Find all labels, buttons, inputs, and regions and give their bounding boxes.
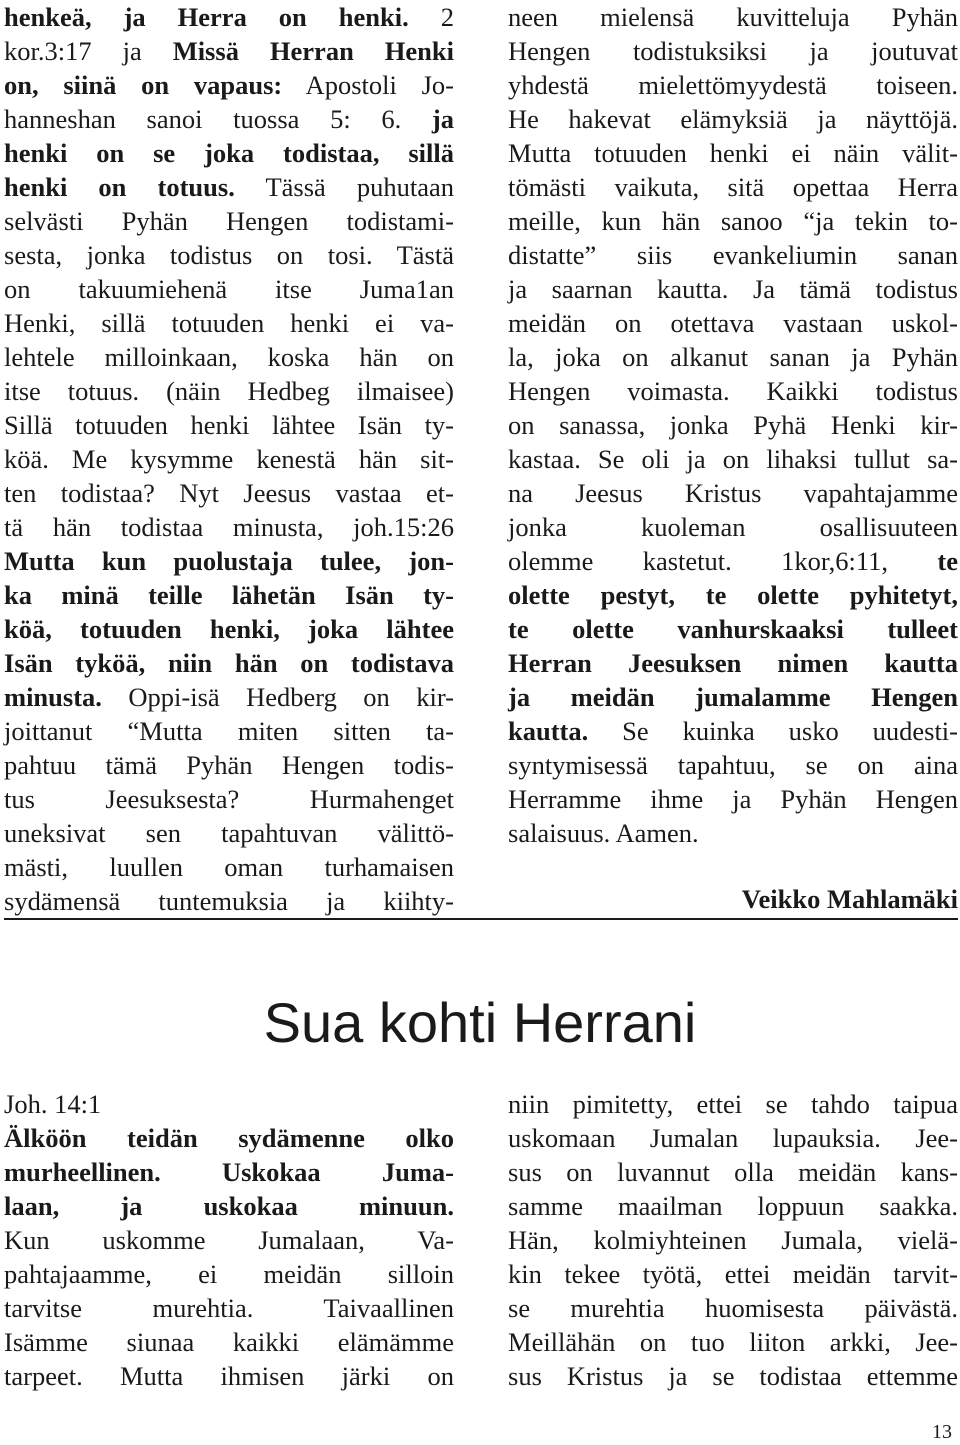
text-line [508, 748, 958, 782]
text-line [4, 1291, 454, 1325]
text-run: Hengen todistuksiksi ja joutuvat [508, 36, 958, 66]
text-run: Hän, kolmiyhteinen Jumala, vielä- [508, 1225, 958, 1255]
text-run: ten todistaa? Nyt Jeesus vastaa et- [4, 478, 454, 508]
text-line [4, 680, 454, 714]
text-line [4, 102, 454, 136]
text-run: selvästi Pyhän Hengen todistami- [4, 206, 454, 236]
text-run: on sanassa, jonka Pyhä Henki kir- [508, 410, 958, 440]
bold-text-run: murheellinen. Uskokaa Juma- [4, 1157, 454, 1187]
text-run: kor.3:17 ja [4, 36, 173, 66]
text-run: Isämme siunaa kaikki elämämme [4, 1327, 454, 1357]
text-line [4, 1121, 454, 1155]
bold-text-run: te olette vanhurskaaksi tulleet [508, 614, 958, 644]
text-line [4, 170, 454, 204]
text-run: Sillä totuuden henki lähtee Isän ty- [4, 410, 454, 440]
text-line [4, 748, 454, 782]
text-run: tä hän todistaa minusta, joh.15:26 [4, 512, 454, 542]
bold-text-run: henki on se joka todistaa, sillä [4, 138, 454, 168]
text-run: tömästi vaikuta, sitä opettaa Herra [508, 172, 958, 202]
article1-signature: Veikko Mahlamäki [741, 884, 958, 914]
text-line [508, 442, 958, 476]
text-line [4, 1325, 454, 1359]
text-line [4, 476, 454, 510]
bold-text-run: kautta. [508, 716, 589, 746]
text-run: na Jeesus Kristus vapahtajamme [508, 478, 958, 508]
text-line [4, 408, 454, 442]
text-line [4, 714, 454, 748]
text-line [4, 1257, 454, 1291]
text-line [508, 306, 958, 340]
text-run: yhdestä mielettömyydestä toiseen. [508, 70, 958, 100]
text-run: neen mielensä kuvitteluja Pyhän [508, 2, 958, 32]
text-line [508, 544, 958, 578]
text-line [4, 340, 454, 374]
bold-text-run: minusta. [4, 682, 102, 712]
text-line [4, 1223, 454, 1257]
text-line [508, 170, 958, 204]
bold-text-run: Herran Jeesuksen nimen kautta [508, 648, 958, 678]
text-line [508, 204, 958, 238]
text-line [508, 374, 958, 408]
bold-text-run: olette pestyt, te olette pyhitetyt, [508, 580, 958, 610]
text-line [508, 102, 958, 136]
text-line [4, 1155, 454, 1189]
bold-text-run: ka minä teille lähetän Isän ty- [4, 580, 454, 610]
text-line [4, 136, 454, 170]
text-run: hanneshan sanoi tuossa 5: 6. [4, 104, 432, 134]
bold-text-run: henki on totuus. [4, 172, 235, 202]
text-run: Se kuinka usko uudesti- [588, 716, 958, 746]
text-line [508, 136, 958, 170]
text-line [4, 510, 454, 544]
text-run: la, joka on alkanut sanan ja Pyhän [508, 342, 958, 372]
text-line [4, 578, 454, 612]
text-run: uskomaan Jumalan lupauksia. Jee- [508, 1123, 958, 1153]
text-line [4, 884, 454, 918]
text-run: salaisuus. Aamen. [508, 818, 699, 848]
text-run: meidän on otettava vastaan uskol- [508, 308, 958, 338]
text-run: sesta, jonka todistus on tosi. Tästä [4, 240, 454, 270]
text-line [4, 238, 454, 272]
text-run: lehtele milloinkaan, koska hän on [4, 342, 454, 372]
text-run: syntymisessä tapahtuu, se on aina [508, 750, 958, 780]
bold-text-run: on, siinä on vapaus: [4, 70, 283, 100]
text-run: olemme kastetut. 1kor,6:11, [508, 546, 938, 576]
text-line [508, 1223, 958, 1257]
text-line [4, 850, 454, 884]
text-run: mästi, luullen oman turhamaisen [4, 852, 454, 882]
text-run: Tässä puhutaan [234, 172, 455, 202]
text-run: jonka kuoleman osallisuuteen [508, 512, 958, 542]
text-line [4, 1087, 454, 1121]
text-line [4, 782, 454, 816]
text-run: tarvitse murehtia. Taivaallinen [4, 1293, 454, 1323]
text-line [4, 612, 454, 646]
article1-column-left [4, 0, 454, 918]
text-run: Mutta totuuden henki ei näin välit- [508, 138, 958, 168]
text-line [508, 476, 958, 510]
text-line [4, 442, 454, 476]
text-line [4, 272, 454, 306]
text-run: on takuumiehenä itse Juma1an [4, 274, 454, 304]
text-line [508, 408, 958, 442]
bold-text-run: köä, totuuden henki, joka lähtee [4, 614, 454, 644]
text-run: niin pimitetty, ettei se tahdo taipua [508, 1089, 958, 1119]
bold-text-run: te [937, 546, 958, 576]
text-run: 2 [408, 2, 455, 32]
text-line [508, 0, 958, 34]
text-run: Kun uskomme Jumalaan, Va- [4, 1225, 454, 1255]
text-line [4, 34, 454, 68]
bold-text-run: henkeä, ja Herra on henki. [4, 2, 409, 32]
text-run: itse totuus. (näin Hedbeg ilmaisee) [4, 376, 454, 406]
text-run: joittanut “Mutta miten sitten ta- [4, 716, 454, 746]
text-run: He hakevat elämyksiä ja näyttöjä. [508, 104, 958, 134]
bold-text-run: laan, ja uskokaa minuun. [4, 1191, 454, 1221]
text-line [508, 68, 958, 102]
text-line [4, 1359, 454, 1393]
text-run: sus Kristus ja se todistaa ettemme [508, 1361, 958, 1391]
text-run: tus Jeesuksesta? Hurmahenget [4, 784, 454, 814]
text-line [4, 1189, 454, 1223]
text-run: meille, kun hän sanoo “ja tekin to- [508, 206, 958, 236]
text-line [508, 238, 958, 272]
text-line [508, 816, 958, 850]
text-run: sus on luvannut olla meidän kans- [508, 1157, 958, 1187]
bold-text-run: ja meidän jumalamme Hengen [508, 682, 958, 712]
text-run: Henki, sillä totuuden henki ei va- [4, 308, 454, 338]
text-line [508, 612, 958, 646]
page-number: 13 [932, 1421, 952, 1443]
text-run: Hengen voimasta. Kaikki todistus [508, 376, 958, 406]
text-run: tarpeet. Mutta ihmisen järki on [4, 1361, 454, 1391]
text-run: samme maailman loppuun saakka. [508, 1191, 958, 1221]
bold-text-run: Isän tyköä, niin hän on todistava [4, 648, 454, 678]
text-run: Herramme ihme ja Pyhän Hengen [508, 784, 958, 814]
bold-text-run: Mutta kun puolustaja tulee, jon- [4, 546, 454, 576]
text-line [508, 1291, 958, 1325]
article2-title: Sua kohti Herrani [263, 991, 697, 1054]
text-line [4, 374, 454, 408]
bold-text-run: Älköön teidän sydämenne olko [4, 1123, 454, 1153]
text-line [4, 0, 454, 34]
text-line [508, 34, 958, 68]
text-line [508, 1155, 958, 1189]
text-run: uneksivat sen tapahtuvan välittö- [4, 818, 454, 848]
text-line [508, 714, 958, 748]
text-run: Meillähän on tuo liiton arkki, Jee- [508, 1327, 958, 1357]
text-line [508, 272, 958, 306]
text-line [508, 578, 958, 612]
section-divider [4, 918, 958, 920]
text-run: ja saarnan kautta. Ja tämä todistus [508, 274, 958, 304]
text-line [4, 68, 454, 102]
article2-column-right [508, 1087, 958, 1393]
text-run: pahtajaamme, ei meidän silloin [4, 1259, 454, 1289]
text-run: Oppi-isä Hedberg on kir- [101, 682, 454, 712]
article2-column-left [4, 1087, 454, 1393]
text-line [508, 510, 958, 544]
text-line [4, 306, 454, 340]
text-line [508, 1189, 958, 1223]
text-line [4, 646, 454, 680]
text-line [4, 204, 454, 238]
text-run: Apostoli Jo- [282, 70, 454, 100]
text-line [508, 1121, 958, 1155]
text-run: Joh. 14:1 [4, 1089, 102, 1119]
text-line [508, 680, 958, 714]
text-run: pahtuu tämä Pyhän Hengen todis- [4, 750, 454, 780]
text-line [508, 1325, 958, 1359]
text-run: köä. Me kysymme kenestä hän sit- [4, 444, 454, 474]
text-line [508, 782, 958, 816]
article1-column-right [508, 0, 958, 850]
text-line [508, 340, 958, 374]
bold-text-run: Missä Herran Henki [172, 36, 454, 66]
bold-text-run: ja [431, 104, 454, 134]
text-line [508, 646, 958, 680]
text-line [4, 816, 454, 850]
text-run: kastaa. Se oli ja on lihaksi tullut sa- [508, 444, 958, 474]
text-line [4, 544, 454, 578]
text-line [508, 1257, 958, 1291]
text-run: kin tekee työtä, ettei meidän tarvit- [508, 1259, 958, 1289]
text-line [508, 1359, 958, 1393]
text-run: sydämensä tuntemuksia ja kiihty- [4, 886, 454, 916]
text-line [508, 1087, 958, 1121]
text-run: se murehtia huomisesta päivästä. [508, 1293, 958, 1323]
text-run: distatte” siis evankeliumin sanan [508, 240, 958, 270]
